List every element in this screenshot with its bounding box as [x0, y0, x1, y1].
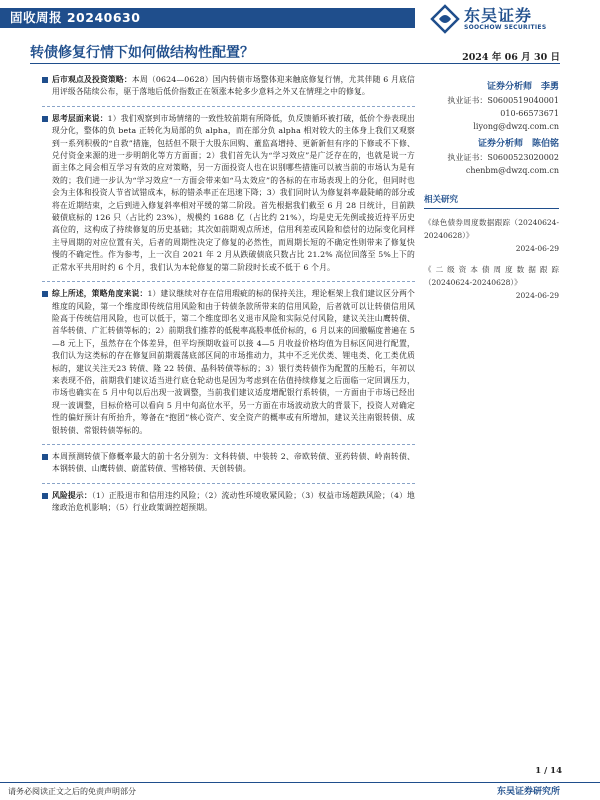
section-body: 本周（0624—0628）国内转债市场整体迎来触底修复行情，尤其伴随 6 月底信用评级各陆续公布，驱于落地后低价指数正在领涨本轮多少意料之外又在情理之中的修复。 [52, 75, 415, 97]
related-research-title[interactable]: 《二级资本债周度数据跟踪（20240624-20240628）》 [424, 265, 559, 287]
section-label: 风险提示： [52, 490, 92, 500]
bullet-square-icon [42, 291, 48, 297]
section-label: 综上所述，策略角度来说： [52, 289, 148, 299]
related-research-item[interactable] [424, 263, 559, 303]
section-label: 思考层面来说： [52, 113, 108, 123]
summary-section [42, 451, 415, 476]
section-body: 1）我们观察到市场情绪的一致性较前期有所降低，负反馈循环被打破，低价个券表现出现分化，整体的负 beta 正转化为局部的负 alpha，而在部分负 alpha 相对较大的主体身上我们又观察到一系列积极的“自救”措施，包括但不限于大股东回购、董监高增持、更新新但有序的下修或不下修、兑付资金来源的进一步明朗化等方方面面；2）我们首先认为“学习效应”是广泛存在的，也就是说一方面主体之间会相互学习有效的应对策略，另一方面投资人也在识别哪些措施可以被当前的市场认为是有效的；我们进一步认为“学习效应”一方面会带来如“马太效应”的各标的在市场表现上的分化，但同时也会为主体和投资人节省试错成本，标的错杀率正在迅速下降；3）我们同时认为修复斜率最陡峭的部分或将在近期结束，之后到进入修复斜率相对平缓的第二阶段。首先根据我们截至 6 月 28 日统计，目前跌破债底标的 126 只（占比约 23%），规模约 1688 亿（占比约 21%），均是史无先例或接近持平历史高位的，这构成了持续修复的历史基础；其次如前期观点所述，信用利差或风险和偿付的边际变化同样主导周期的对应位置有关，后者的周期性决定了修复的必然性，而周期长短的不确定性则带来了修复快慢的不确定性。作为参考，上一次自 2021 年 2 月从跌破债底只数占比 21.2% 高位回落至 5%上下的正常水平共用时约 6 个月，我们认为本轮修复的第二阶段时长或不低于 6 个月。 [52, 113, 415, 272]
disclaimer-note: 请务必阅读正文之后的免责声明部分 [8, 787, 136, 796]
summary-section [42, 74, 415, 99]
report-title: 转债修复行情下如何做结构性配置？ [30, 45, 254, 61]
related-research-item[interactable] [424, 216, 559, 256]
related-research-heading: 相关研究 [424, 193, 559, 209]
soochow-logo-icon [430, 4, 460, 34]
bullet-square-icon [42, 116, 48, 122]
report-date: 2024 年 06 月 30 日 [462, 52, 560, 63]
report-summary [42, 74, 415, 522]
bullet-square-icon [42, 454, 48, 460]
company-logo [430, 2, 595, 36]
analyst-license: 执业证书：S0600519040001 [447, 96, 559, 105]
analyst-email[interactable]: liyong@dwzq.com.cn [473, 122, 559, 131]
title-divider [30, 63, 560, 64]
analyst-license: 执业证书：S0600523020002 [447, 153, 559, 162]
related-research-date: 2024-06-29 [515, 244, 559, 253]
analyst-name: 证券分析师 陈伯铭 [477, 139, 559, 149]
footer-company: 东吴证券研究所 [496, 787, 560, 797]
bullet-square-icon [42, 77, 48, 83]
section-paragraph [52, 451, 415, 476]
analyst-email[interactable]: chenbm@dwzq.com.cn [465, 166, 559, 175]
analyst-block [424, 137, 559, 177]
section-divider [42, 106, 415, 107]
logo-text-en: SOOCHOW SECURITIES [464, 24, 547, 31]
section-paragraph [52, 288, 415, 437]
summary-section [42, 288, 415, 437]
related-research-title[interactable]: 《绿色债券周度数据跟踪（20240624-20240628）》 [424, 218, 559, 240]
summary-section [42, 490, 415, 515]
section-paragraph [52, 74, 415, 99]
bullet-square-icon [42, 493, 48, 499]
analyst-name: 证券分析师 李勇 [486, 82, 559, 92]
analyst-block [424, 80, 559, 133]
logo-text-cn: 东吴证券 [464, 6, 533, 25]
related-research-date: 2024-06-29 [515, 291, 559, 300]
section-divider [42, 444, 415, 445]
section-body: （1）正股退市和信用违约风险；（2）流动性环境收紧风险；（3）权益市场超跌风险；（4）地缘政治危机影响；（5）行业政策调控超预期。 [52, 490, 415, 513]
section-paragraph [52, 113, 415, 274]
section-paragraph [52, 490, 415, 515]
footer-divider [0, 782, 600, 783]
section-body: 本周预测转债下修概率最大的前十名分别为：文科转债、中装转 2、帝欧转债、亚药转债、岭南转债、本钢转债、山鹰转债、蔚蓝转债、雪榕转债、天创转债。 [52, 451, 415, 474]
analyst-phone: 010-66573671 [500, 109, 559, 118]
section-divider [42, 483, 415, 484]
summary-section [42, 113, 415, 274]
section-label: 后市观点及投资策略： [52, 75, 132, 84]
page-number: 1 / 14 [535, 766, 562, 776]
sidebar [424, 80, 559, 303]
section-body: 1）建议继续对存在信用瑕疵的标的保持关注，理论框架上我们建议区分两个维度的风险，第一个维度即传统信用风险和由于转债条款所带来的信用风险，后者就可以让转债信用风险高于传统信用风险，也可以低于，第二个维度即名义退市风险和实际兑付风险，建议关注山鹰转债、首华转债、广汇转债等标的；2）前期我们推荐的低税率高股率低价标的，6 月以来的回撤幅度普遍在 5—8 元上下，虽然存在个体差异，但平均预期收益可以接 4—5 月收益价格均值为目标区间进行配置，我们认为这类标的存在修复回前期震荡底部区间的市场推动力，其中不乏光伏类、锂电类、化工类优质标的，建议关注天23 转债、隆 22 转债、晶科转债等标的；3）银行类转债作为配置的压舱石，年初以来表现不俗，前期我们建议适当进行底仓轮动也是因为考虑到在估值持续修复之后面临一定回调压力，市场也确实在 5 月中旬以后出现一波调整，当前我们建议适度增配银行系转债，一方面由于市场已经出现一波调整，目标价格可以看向 5 月中旬高位水平，另一方面在市场波动放大的背景下，投资人对确定性的偏好预计有所抬升，筹备在“抱团”核心资产、安全资产的概率或有所增加，建议关注南银转债、成银转债、常银转债等标的。 [52, 289, 415, 435]
report-type-band: 固收周报 20240630 [0, 8, 415, 28]
section-divider [42, 281, 415, 282]
